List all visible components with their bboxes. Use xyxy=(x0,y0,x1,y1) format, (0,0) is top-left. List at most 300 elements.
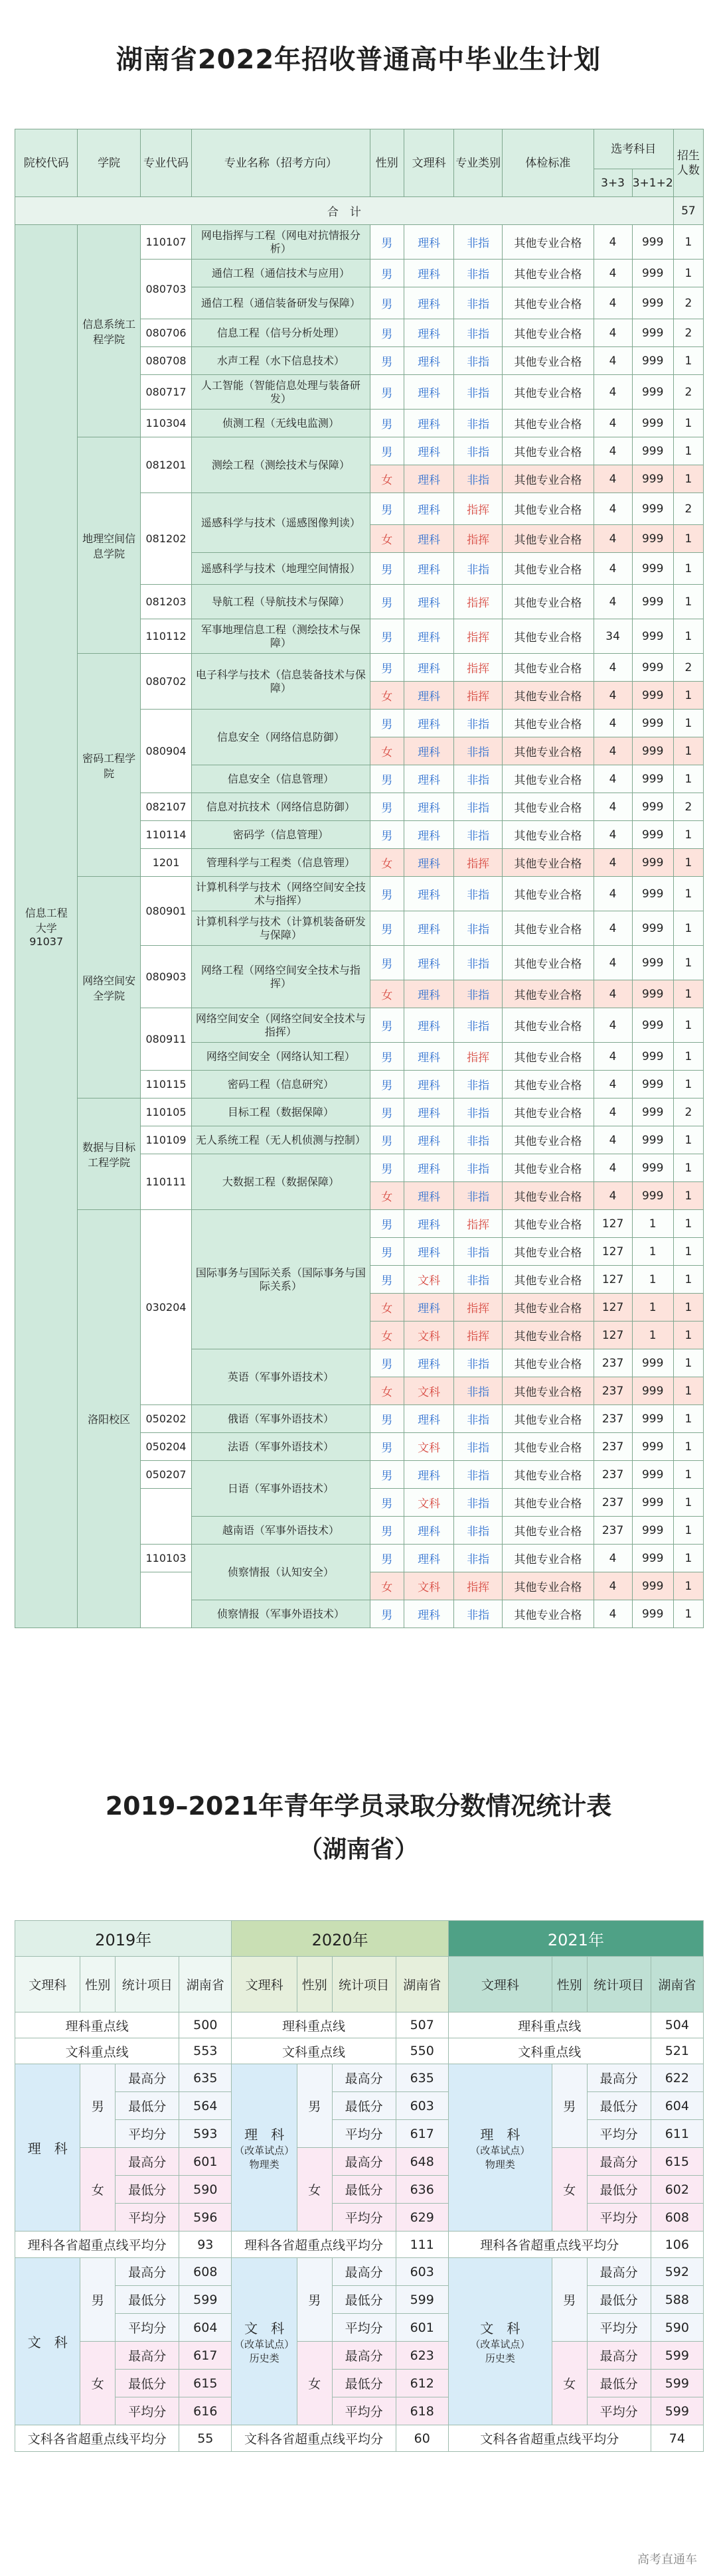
col-hunan: 湖南省 xyxy=(651,1957,703,2012)
col-stat-item: 统计项目 xyxy=(116,1957,179,2012)
th-major-name: 专业名称（招考方向） xyxy=(192,129,370,197)
health-cell: 其他专业合格 xyxy=(503,347,594,375)
major-type-cell: 非指 xyxy=(454,911,503,946)
count-cell: 1 xyxy=(673,410,703,437)
wenli-cell: 理科 xyxy=(404,287,454,319)
health-cell: 其他专业合格 xyxy=(503,737,594,765)
major-code-cell xyxy=(140,1572,191,1628)
subject-312-cell: 999 xyxy=(632,765,673,793)
count-cell: 1 xyxy=(673,1349,703,1377)
plan-row xyxy=(15,654,704,682)
major-code-cell: 110115 xyxy=(140,1071,191,1099)
wenli-cell: 理科 xyxy=(404,1154,454,1182)
art-male-label: 男 xyxy=(80,2258,116,2342)
subject-312-cell: 999 xyxy=(632,1377,673,1405)
sci-stat-item: 最高分 xyxy=(587,2064,651,2092)
count-cell: 2 xyxy=(673,287,703,319)
score-row xyxy=(15,2342,704,2370)
art-key-line-label: 文科重点线 xyxy=(448,2038,651,2064)
subject-33-cell: 4 xyxy=(594,849,632,877)
art-group-label: 文 科 （改革试点） 历史类 xyxy=(448,2258,552,2425)
major-code-cell: 080911 xyxy=(140,1008,191,1071)
sci-key-line-value: 507 xyxy=(396,2012,448,2038)
sum-label: 合 计 xyxy=(15,197,674,225)
major-code-cell: 081203 xyxy=(140,585,191,619)
wenli-cell: 理科 xyxy=(404,1126,454,1154)
subject-312-cell: 999 xyxy=(632,585,673,619)
count-cell: 1 xyxy=(673,877,703,911)
major-name-cell: 军事地理信息工程（测绘技术与保障） xyxy=(192,619,370,654)
health-cell: 其他专业合格 xyxy=(503,493,594,525)
subject-33-cell: 4 xyxy=(594,1545,632,1572)
subject-33-cell: 4 xyxy=(594,911,632,946)
wenli-cell: 理科 xyxy=(404,1517,454,1545)
subject-33-cell: 4 xyxy=(594,410,632,437)
subject-312-cell: 999 xyxy=(632,710,673,737)
subject-312-cell: 999 xyxy=(632,793,673,821)
subject-33-cell: 4 xyxy=(594,682,632,710)
subject-33-cell: 4 xyxy=(594,260,632,287)
art-key-line-value: 550 xyxy=(396,2038,448,2064)
major-type-cell: 非指 xyxy=(454,1126,503,1154)
col-stat-item: 统计项目 xyxy=(332,1957,396,2012)
art-key-line-value: 553 xyxy=(179,2038,232,2064)
sci-avg-value: 106 xyxy=(651,2232,703,2258)
college-cell: 信息系统工程学院 xyxy=(78,225,140,437)
gender-cell: 男 xyxy=(370,1266,404,1294)
subject-33-cell: 4 xyxy=(594,793,632,821)
sci-key-line-value: 500 xyxy=(179,2012,232,2038)
major-name-cell: 密码工程（信息研究） xyxy=(192,1071,370,1099)
art-stat-value: 599 xyxy=(651,2370,703,2397)
health-cell: 其他专业合格 xyxy=(503,585,594,619)
col-wenli: 文理科 xyxy=(448,1957,552,2012)
art-stat-item: 最高分 xyxy=(116,2258,179,2286)
score-row xyxy=(15,2258,704,2286)
col-stat-item: 统计项目 xyxy=(587,1957,651,2012)
major-code-cell: 110103 xyxy=(140,1545,191,1572)
score-row xyxy=(15,2370,704,2397)
major-name-cell: 网络空间安全（网络空间安全技术与指挥） xyxy=(192,1008,370,1043)
major-name-cell: 目标工程（数据保障） xyxy=(192,1099,370,1126)
sci-key-line-value: 504 xyxy=(651,2012,703,2038)
sci-stat-value: 635 xyxy=(396,2064,448,2092)
sci-stat-value: 564 xyxy=(179,2092,232,2120)
sci-stat-item: 最高分 xyxy=(587,2148,651,2176)
subject-33-cell: 237 xyxy=(594,1517,632,1545)
art-stat-value: 623 xyxy=(396,2342,448,2370)
art-stat-value: 617 xyxy=(179,2342,232,2370)
gender-cell: 男 xyxy=(370,654,404,682)
health-cell: 其他专业合格 xyxy=(503,1071,594,1099)
health-cell: 其他专业合格 xyxy=(503,553,594,585)
subject-33-cell: 4 xyxy=(594,1126,632,1154)
subject-33-cell: 127 xyxy=(594,1294,632,1322)
count-cell: 2 xyxy=(673,654,703,682)
wenli-cell: 理科 xyxy=(404,1545,454,1572)
wenli-cell: 文科 xyxy=(404,1266,454,1294)
major-type-cell: 非指 xyxy=(454,1489,503,1517)
health-cell: 其他专业合格 xyxy=(503,654,594,682)
major-type-cell: 非指 xyxy=(454,793,503,821)
art-stat-item: 最高分 xyxy=(332,2258,396,2286)
plan-row xyxy=(15,437,704,465)
major-name-cell: 网络工程（网络空间安全技术与指挥） xyxy=(192,946,370,1008)
sci-female-label: 女 xyxy=(80,2148,116,2232)
major-type-cell: 指挥 xyxy=(454,1294,503,1322)
major-code-cell: 110107 xyxy=(140,225,191,260)
health-cell: 其他专业合格 xyxy=(503,1461,594,1489)
major-name-cell: 侦测工程（无线电监测） xyxy=(192,410,370,437)
wenli-cell: 理科 xyxy=(404,682,454,710)
major-name-cell: 人工智能（智能信息处理与装备研发） xyxy=(192,375,370,410)
sci-stat-item: 最低分 xyxy=(332,2176,396,2204)
major-code-cell: 110109 xyxy=(140,1126,191,1154)
health-cell: 其他专业合格 xyxy=(503,525,594,553)
count-cell: 1 xyxy=(673,1489,703,1517)
subject-312-cell: 999 xyxy=(632,1008,673,1043)
wenli-cell: 理科 xyxy=(404,911,454,946)
wenli-cell: 理科 xyxy=(404,1349,454,1377)
count-cell: 1 xyxy=(673,1461,703,1489)
score-row xyxy=(15,2286,704,2314)
subject-33-cell: 237 xyxy=(594,1461,632,1489)
subject-312-cell: 999 xyxy=(632,525,673,553)
count-cell: 1 xyxy=(673,765,703,793)
subject-33-cell: 4 xyxy=(594,654,632,682)
subject-33-cell: 4 xyxy=(594,946,632,980)
th-health: 体检标准 xyxy=(503,129,594,197)
wenli-cell: 文科 xyxy=(404,1572,454,1600)
subject-33-cell: 237 xyxy=(594,1349,632,1377)
count-cell: 1 xyxy=(673,710,703,737)
art-stat-item: 最低分 xyxy=(587,2370,651,2397)
gender-cell: 男 xyxy=(370,1600,404,1628)
count-cell: 1 xyxy=(673,1008,703,1043)
count-cell: 1 xyxy=(673,1545,703,1572)
subject-33-cell: 4 xyxy=(594,980,632,1008)
major-type-cell: 指挥 xyxy=(454,585,503,619)
plan-row xyxy=(15,877,704,911)
major-name-cell: 信息安全（信息管理） xyxy=(192,765,370,793)
art-stat-value: 615 xyxy=(179,2370,232,2397)
sci-stat-value: 603 xyxy=(396,2092,448,2120)
gender-cell: 男 xyxy=(370,1154,404,1182)
gender-cell: 男 xyxy=(370,225,404,260)
major-type-cell: 非指 xyxy=(454,1377,503,1405)
plan-row xyxy=(15,1099,704,1126)
art-key-line-label: 文科重点线 xyxy=(15,2038,179,2064)
major-name-cell: 大数据工程（数据保障） xyxy=(192,1154,370,1210)
gender-cell: 男 xyxy=(370,347,404,375)
wenli-cell: 理科 xyxy=(404,553,454,585)
subject-312-cell: 1 xyxy=(632,1238,673,1266)
major-name-cell: 水声工程（水下信息技术） xyxy=(192,347,370,375)
major-name-cell: 通信工程（通信装备研发与保障） xyxy=(192,287,370,319)
subject-312-cell: 999 xyxy=(632,911,673,946)
major-name-cell: 信息工程（信号分析处理） xyxy=(192,319,370,347)
subject-312-cell: 1 xyxy=(632,1294,673,1322)
health-cell: 其他专业合格 xyxy=(503,1099,594,1126)
subject-312-cell: 999 xyxy=(632,410,673,437)
major-type-cell: 指挥 xyxy=(454,682,503,710)
sci-female-label: 女 xyxy=(297,2148,332,2232)
count-cell: 1 xyxy=(673,980,703,1008)
count-cell: 1 xyxy=(673,585,703,619)
subject-312-cell: 999 xyxy=(632,849,673,877)
major-code-cell: 080717 xyxy=(140,375,191,410)
sci-stat-value: 635 xyxy=(179,2064,232,2092)
count-cell: 1 xyxy=(673,911,703,946)
gender-cell: 男 xyxy=(370,1517,404,1545)
wenli-cell: 理科 xyxy=(404,225,454,260)
art-male-label: 男 xyxy=(552,2258,587,2342)
sci-stat-item: 最高分 xyxy=(332,2148,396,2176)
subject-33-cell: 127 xyxy=(594,1322,632,1349)
gender-cell: 男 xyxy=(370,765,404,793)
plan-row xyxy=(15,225,704,260)
art-stat-value: 599 xyxy=(179,2286,232,2314)
health-cell: 其他专业合格 xyxy=(503,1043,594,1071)
art-stat-value: 604 xyxy=(179,2314,232,2342)
major-type-cell: 非指 xyxy=(454,347,503,375)
major-type-cell: 指挥 xyxy=(454,1043,503,1071)
major-code-cell: 082107 xyxy=(140,793,191,821)
th-wenli: 文理科 xyxy=(404,129,454,197)
major-name-cell: 通信工程（通信技术与应用） xyxy=(192,260,370,287)
major-type-cell: 非指 xyxy=(454,410,503,437)
gender-cell: 男 xyxy=(370,1210,404,1238)
score-row xyxy=(15,2425,704,2452)
wenli-cell: 理科 xyxy=(404,737,454,765)
major-type-cell: 指挥 xyxy=(454,849,503,877)
art-avg-label: 文科各省超重点线平均分 xyxy=(232,2425,396,2452)
count-cell: 2 xyxy=(673,493,703,525)
health-cell: 其他专业合格 xyxy=(503,1377,594,1405)
score-table-subtitle: （湖南省） xyxy=(298,1836,418,1863)
subject-33-cell: 237 xyxy=(594,1489,632,1517)
count-cell: 1 xyxy=(673,1600,703,1628)
subject-33-cell: 237 xyxy=(594,1405,632,1433)
wenli-cell: 理科 xyxy=(404,980,454,1008)
subject-33-cell: 127 xyxy=(594,1210,632,1238)
health-cell: 其他专业合格 xyxy=(503,1182,594,1210)
gender-cell: 男 xyxy=(370,877,404,911)
art-stat-value: 603 xyxy=(396,2258,448,2286)
health-cell: 其他专业合格 xyxy=(503,1433,594,1461)
count-cell: 1 xyxy=(673,1377,703,1405)
art-stat-value: 599 xyxy=(651,2342,703,2370)
health-cell: 其他专业合格 xyxy=(503,682,594,710)
major-name-cell: 信息对抗技术（网络信息防御） xyxy=(192,793,370,821)
major-name-cell: 越南语（军事外语技术） xyxy=(192,1517,370,1545)
sci-group-label: 理 科 xyxy=(15,2064,80,2232)
score-row xyxy=(15,2176,704,2204)
wenli-cell: 理科 xyxy=(404,437,454,465)
plan-row xyxy=(15,1210,704,1238)
sci-key-line-label: 理科重点线 xyxy=(448,2012,651,2038)
th-college: 学院 xyxy=(78,129,140,197)
major-type-cell: 非指 xyxy=(454,980,503,1008)
major-name-cell: 测绘工程（测绘技术与保障） xyxy=(192,437,370,493)
subject-312-cell: 999 xyxy=(632,260,673,287)
major-code-cell: 080903 xyxy=(140,946,191,1008)
major-name-cell: 计算机科学与技术（计算机装备研发与保障） xyxy=(192,911,370,946)
art-stat-value: 608 xyxy=(179,2258,232,2286)
subject-33-cell: 4 xyxy=(594,553,632,585)
major-code-cell: 050207 xyxy=(140,1461,191,1489)
subject-33-cell: 4 xyxy=(594,1182,632,1210)
subject-33-cell: 4 xyxy=(594,877,632,911)
count-cell: 1 xyxy=(673,619,703,654)
sci-stat-item: 最高分 xyxy=(116,2064,179,2092)
major-type-cell: 非指 xyxy=(454,1182,503,1210)
art-female-label: 女 xyxy=(297,2342,332,2425)
subject-33-cell: 4 xyxy=(594,1043,632,1071)
col-hunan: 湖南省 xyxy=(179,1957,232,2012)
subject-312-cell: 999 xyxy=(632,1489,673,1517)
art-avg-value: 74 xyxy=(651,2425,703,2452)
gender-cell: 男 xyxy=(370,1489,404,1517)
sci-male-label: 男 xyxy=(297,2064,332,2148)
sci-key-line-label: 理科重点线 xyxy=(232,2012,396,2038)
subject-33-cell: 4 xyxy=(594,585,632,619)
subject-33-cell: 4 xyxy=(594,319,632,347)
subject-33-cell: 127 xyxy=(594,1238,632,1266)
sci-stat-item: 最低分 xyxy=(332,2092,396,2120)
subject-33-cell: 4 xyxy=(594,493,632,525)
wenli-cell: 理科 xyxy=(404,821,454,849)
count-cell: 2 xyxy=(673,375,703,410)
sci-avg-value: 93 xyxy=(179,2232,232,2258)
major-code-cell: 1201 xyxy=(140,849,191,877)
sci-female-label: 女 xyxy=(552,2148,587,2232)
health-cell: 其他专业合格 xyxy=(503,619,594,654)
art-stat-value: 612 xyxy=(396,2370,448,2397)
gender-cell: 男 xyxy=(370,1126,404,1154)
health-cell: 其他专业合格 xyxy=(503,1517,594,1545)
major-name-cell: 法语（军事外语技术） xyxy=(192,1433,370,1461)
wenli-cell: 理科 xyxy=(404,654,454,682)
gender-cell: 男 xyxy=(370,710,404,737)
gender-cell: 男 xyxy=(370,1071,404,1099)
major-name-cell: 遥感科学与技术（地理空间情报） xyxy=(192,553,370,585)
major-type-cell: 非指 xyxy=(454,1266,503,1294)
count-cell: 1 xyxy=(673,437,703,465)
major-name-cell: 俄语（军事外语技术） xyxy=(192,1405,370,1433)
score-row xyxy=(15,2092,704,2120)
major-name-cell: 计算机科学与技术（网络空间安全技术与指挥） xyxy=(192,877,370,911)
gender-cell: 男 xyxy=(370,1238,404,1266)
major-code-cell: 080706 xyxy=(140,319,191,347)
subject-312-cell: 999 xyxy=(632,980,673,1008)
major-type-cell: 指挥 xyxy=(454,1572,503,1600)
gender-cell: 男 xyxy=(370,1099,404,1126)
count-cell: 1 xyxy=(673,821,703,849)
gender-cell: 男 xyxy=(370,1405,404,1433)
health-cell: 其他专业合格 xyxy=(503,1210,594,1238)
sci-stat-item: 平均分 xyxy=(587,2120,651,2148)
art-stat-value: 590 xyxy=(651,2314,703,2342)
wenli-cell: 理科 xyxy=(404,1405,454,1433)
score-row xyxy=(15,1957,704,2012)
wenli-cell: 理科 xyxy=(404,260,454,287)
th-school-code: 院校代码 xyxy=(15,129,78,197)
health-cell: 其他专业合格 xyxy=(503,1600,594,1628)
count-cell: 1 xyxy=(673,1126,703,1154)
count-cell: 1 xyxy=(673,1043,703,1071)
health-cell: 其他专业合格 xyxy=(503,877,594,911)
health-cell: 其他专业合格 xyxy=(503,821,594,849)
art-stat-value: 588 xyxy=(651,2286,703,2314)
major-name-cell: 电子科学与技术（信息装备技术与保障） xyxy=(192,654,370,710)
wenli-cell: 理科 xyxy=(404,1210,454,1238)
wenli-cell: 理科 xyxy=(404,793,454,821)
art-avg-label: 文科各省超重点线平均分 xyxy=(448,2425,651,2452)
gender-cell: 女 xyxy=(370,525,404,553)
subject-312-cell: 999 xyxy=(632,1433,673,1461)
sci-avg-label: 理科各省超重点线平均分 xyxy=(448,2232,651,2258)
th-3plus3: 3+3 xyxy=(594,169,632,197)
major-code-cell: 081201 xyxy=(140,437,191,493)
count-cell: 1 xyxy=(673,1210,703,1238)
col-hunan: 湖南省 xyxy=(396,1957,448,2012)
sci-stat-item: 平均分 xyxy=(116,2120,179,2148)
subject-312-cell: 999 xyxy=(632,1126,673,1154)
health-cell: 其他专业合格 xyxy=(503,465,594,493)
score-row xyxy=(15,2120,704,2148)
subject-312-cell: 999 xyxy=(632,225,673,260)
subject-33-cell: 4 xyxy=(594,1071,632,1099)
art-key-line-value: 521 xyxy=(651,2038,703,2064)
sum-total: 57 xyxy=(673,197,703,225)
subject-312-cell: 999 xyxy=(632,493,673,525)
wenli-cell: 文科 xyxy=(404,1489,454,1517)
major-type-cell: 非指 xyxy=(454,946,503,980)
score-table xyxy=(15,1920,704,2452)
major-code-cell: 080708 xyxy=(140,347,191,375)
wenli-cell: 理科 xyxy=(404,525,454,553)
score-row xyxy=(15,2148,704,2176)
th-major-code: 专业代码 xyxy=(140,129,191,197)
subject-33-cell: 4 xyxy=(594,765,632,793)
college-cell: 密码工程学院 xyxy=(78,654,140,877)
gender-cell: 男 xyxy=(370,437,404,465)
wenli-cell: 文科 xyxy=(404,1433,454,1461)
health-cell: 其他专业合格 xyxy=(503,1154,594,1182)
subject-312-cell: 999 xyxy=(632,946,673,980)
major-type-cell: 指挥 xyxy=(454,1322,503,1349)
th-3plus1plus2: 3+1+2 xyxy=(632,169,673,197)
gender-cell: 男 xyxy=(370,319,404,347)
major-name-cell: 日语（军事外语技术） xyxy=(192,1461,370,1517)
subject-312-cell: 999 xyxy=(632,1572,673,1600)
health-cell: 其他专业合格 xyxy=(503,410,594,437)
sci-stat-item: 平均分 xyxy=(332,2204,396,2232)
count-cell: 2 xyxy=(673,319,703,347)
major-type-cell: 指挥 xyxy=(454,654,503,682)
major-type-cell: 非指 xyxy=(454,1071,503,1099)
count-cell: 1 xyxy=(673,1294,703,1322)
major-type-cell: 非指 xyxy=(454,1349,503,1377)
school-code-cell: 信息工程大学91037 xyxy=(15,225,78,1628)
subject-33-cell: 4 xyxy=(594,1099,632,1126)
subject-312-cell: 999 xyxy=(632,1182,673,1210)
subject-312-cell: 999 xyxy=(632,287,673,319)
gender-cell: 男 xyxy=(370,1008,404,1043)
score-row xyxy=(15,1921,704,1957)
gender-cell: 男 xyxy=(370,1461,404,1489)
